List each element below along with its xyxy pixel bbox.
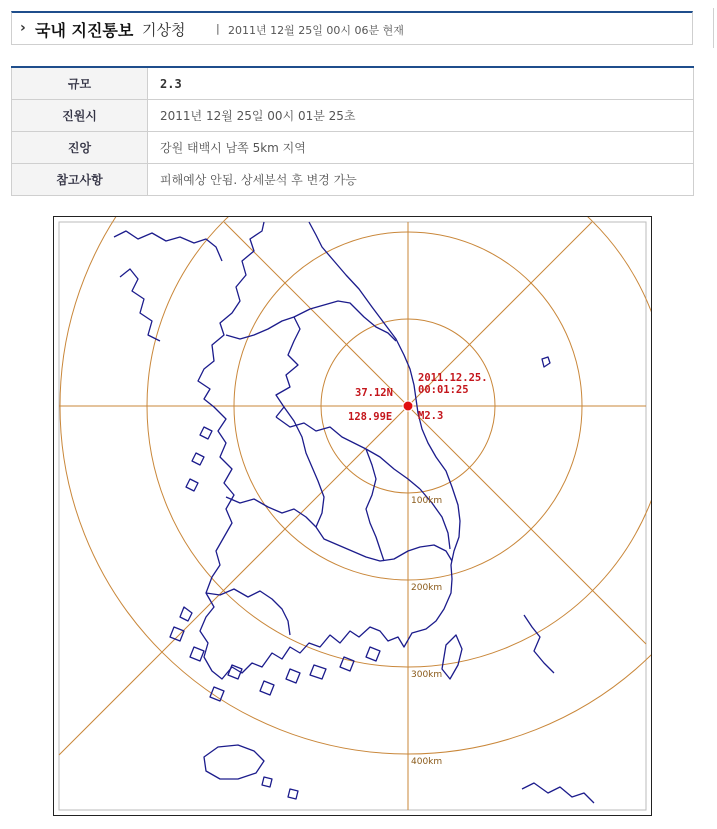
epicenter-lon-label: 128.99E (348, 411, 393, 423)
remarks-value: 피해예상 안됨. 상세분석 후 변경 가능 (148, 164, 694, 196)
epicenter-value: 강원 태백시 남쪽 5km 지역 (148, 132, 694, 164)
report-timestamp: 2011년 12월 25일 00시 06분 현재 (228, 24, 404, 37)
epicenter-time-label: 00:01:25 (418, 384, 469, 396)
epicenter-lat-label: 37.12N (355, 387, 393, 399)
map-canvas (54, 217, 651, 815)
table-row (12, 67, 694, 100)
range-label-400: 400km (411, 757, 443, 767)
range-label-300: 300km (411, 670, 443, 680)
table-row (12, 164, 694, 196)
epicenter-mag-label: M2.3 (418, 410, 444, 422)
range-label-100: 100km (411, 496, 443, 506)
magnitude-value: 2.3 (148, 67, 694, 100)
agency-name: 기상청 (142, 21, 186, 39)
page-edge-line (713, 8, 714, 48)
remarks-label: 참고사항 (12, 164, 148, 196)
epicenter-marker-icon (403, 401, 413, 411)
epicenter-map (53, 216, 652, 816)
header-separator: | (216, 22, 220, 35)
quake-info-table (11, 66, 694, 196)
map-inner-border (59, 222, 646, 810)
origin-time-label: 진원시 (12, 100, 148, 132)
page-title: 국내 지진통보 (35, 21, 134, 40)
origin-time-value: 2011년 12월 25일 00시 01분 25초 (148, 100, 694, 132)
table-row (12, 132, 694, 164)
range-label-200: 200km (411, 583, 443, 593)
magnitude-label: 규모 (12, 67, 148, 100)
epicenter-date-label: 2011.12.25. (418, 372, 488, 384)
chevron-right-icon: › (20, 20, 26, 36)
epicenter-label: 진앙 (12, 132, 148, 164)
table-row (12, 100, 694, 132)
header-box (11, 11, 693, 45)
